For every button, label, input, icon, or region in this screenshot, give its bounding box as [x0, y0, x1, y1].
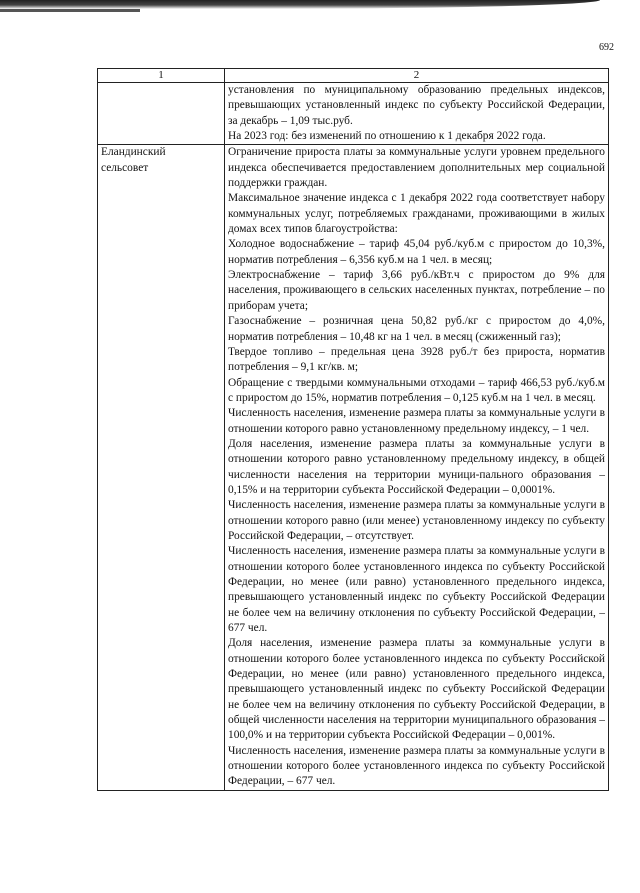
municipality-type: сельсовет: [101, 161, 149, 174]
paragraph: Численность населения, изменение размера платы за коммунальные услуги в отношении которого более установленного индекса по субъекту Российской Федерации, но менее (или равно) установленного предельного индекса, превышающего установленный индекс по субъекту Российской Федерации не более чем на величину отклонения по субъекту Российской Федерации, – 677 чел.: [228, 545, 605, 635]
paragraph: Электроснабжение – тариф 3,66 руб./кВт.ч с приростом до 9% для населения, проживающего в сельских населенных пунктах, потребление – по приборам учета;: [228, 269, 605, 312]
table-row-municipality: [98, 145, 609, 790]
continuation-text-cell: [225, 83, 609, 145]
page-number: 692: [599, 42, 614, 53]
paragraph: Твердое топливо – предельная цена 3928 руб./т без прироста, норматив потребления – 9,1 кг/кв. м;: [228, 345, 605, 374]
paragraph: Максимальное значение индекса с 1 декабря 2022 года соответствует набору коммунальных услуг, потребляемых гражданами, проживающими в жилых домах всех типов благоустройства:: [228, 192, 605, 236]
table-header-row: [98, 69, 609, 83]
paragraph: Доля населения, изменение размера платы за коммунальные услуги в отношении которого равно установленному предельному индексу, в общей численности населения на территории муници-пального образования – 0,15% и на территории субъекта Российской Федерации – 0,0001%.: [228, 437, 605, 496]
paragraph: Численность населения, изменение размера платы за коммунальные услуги в отношении которого более установленного индекса по субъекту Российской Федерации, – 677 чел.: [228, 744, 605, 788]
paragraph: Холодное водоснабжение – тариф 45,04 руб./куб.м с приростом до 10,3%, норматив потребления – 6,356 куб.м на 1 чел. в месяц;: [228, 238, 605, 266]
continuation-paragraph: На 2023 год: без изменений по отношению к 1 декабря 2022 года.: [228, 130, 546, 143]
municipality-name: Еландинский: [101, 146, 166, 159]
scan-edge-shadow-lower: [0, 9, 140, 12]
table-row-continuation: [98, 83, 609, 145]
paragraph: Обращение с твердыми коммунальными отходами – тариф 466,53 руб./куб.м с приростом до 15%, норматив потребления – 0,125 куб.м на 1 чел. в месяц.: [228, 376, 605, 404]
continuation-paragraph: установления по муниципальному образованию предельных индексов, превышающих установленный индекс по субъекту Российской Федерации, за декабрь – 1,09 тыс.руб.: [228, 84, 605, 127]
column-header-2: 2: [225, 69, 609, 83]
paragraph: Доля населения, изменение размера платы за коммунальные услуги в отношении которого более установленного индекса по субъекту Российской Федерации, но менее (или равно) установленного предельного индекса, превышающего установленный индекс по субъекту Российской Федерации не более чем на величину отклонения по субъекту Российской Федерации, в общей численности населения на территории муниципального образования – 100,0% и на территории субъекта Российской Федерации – 0,001%.: [228, 637, 605, 742]
paragraph: Численность населения, изменение размера платы за коммунальные услуги в отношении которого равно (или менее) установленному индексу по субъекту Российской Федерации, – отсутствует.: [228, 499, 605, 542]
paragraph: Ограничение прироста платы за коммунальные услуги уровнем предельного индекса обеспечивается предоставлением дополнительных мер социальной поддержки граждан.: [228, 146, 605, 190]
municipality-name-cell: [98, 145, 225, 790]
municipality-text-cell: [225, 145, 609, 790]
paragraph: Численность населения, изменение размера платы за коммунальные услуги в отношении которого равно установленному предельному индексу, – 1 чел.: [228, 407, 605, 435]
paragraph: Газоснабжение – розничная цена 50,82 руб./кг с приростом до 4,0%, норматив потребления – 10,48 кг на 1 чел. в месяц (сжиженный газ);: [228, 315, 605, 343]
continuation-name-cell: [98, 83, 225, 145]
municipal-index-table: [97, 68, 609, 791]
scan-edge-shadow: [0, 0, 600, 9]
column-header-1: 1: [98, 69, 225, 83]
